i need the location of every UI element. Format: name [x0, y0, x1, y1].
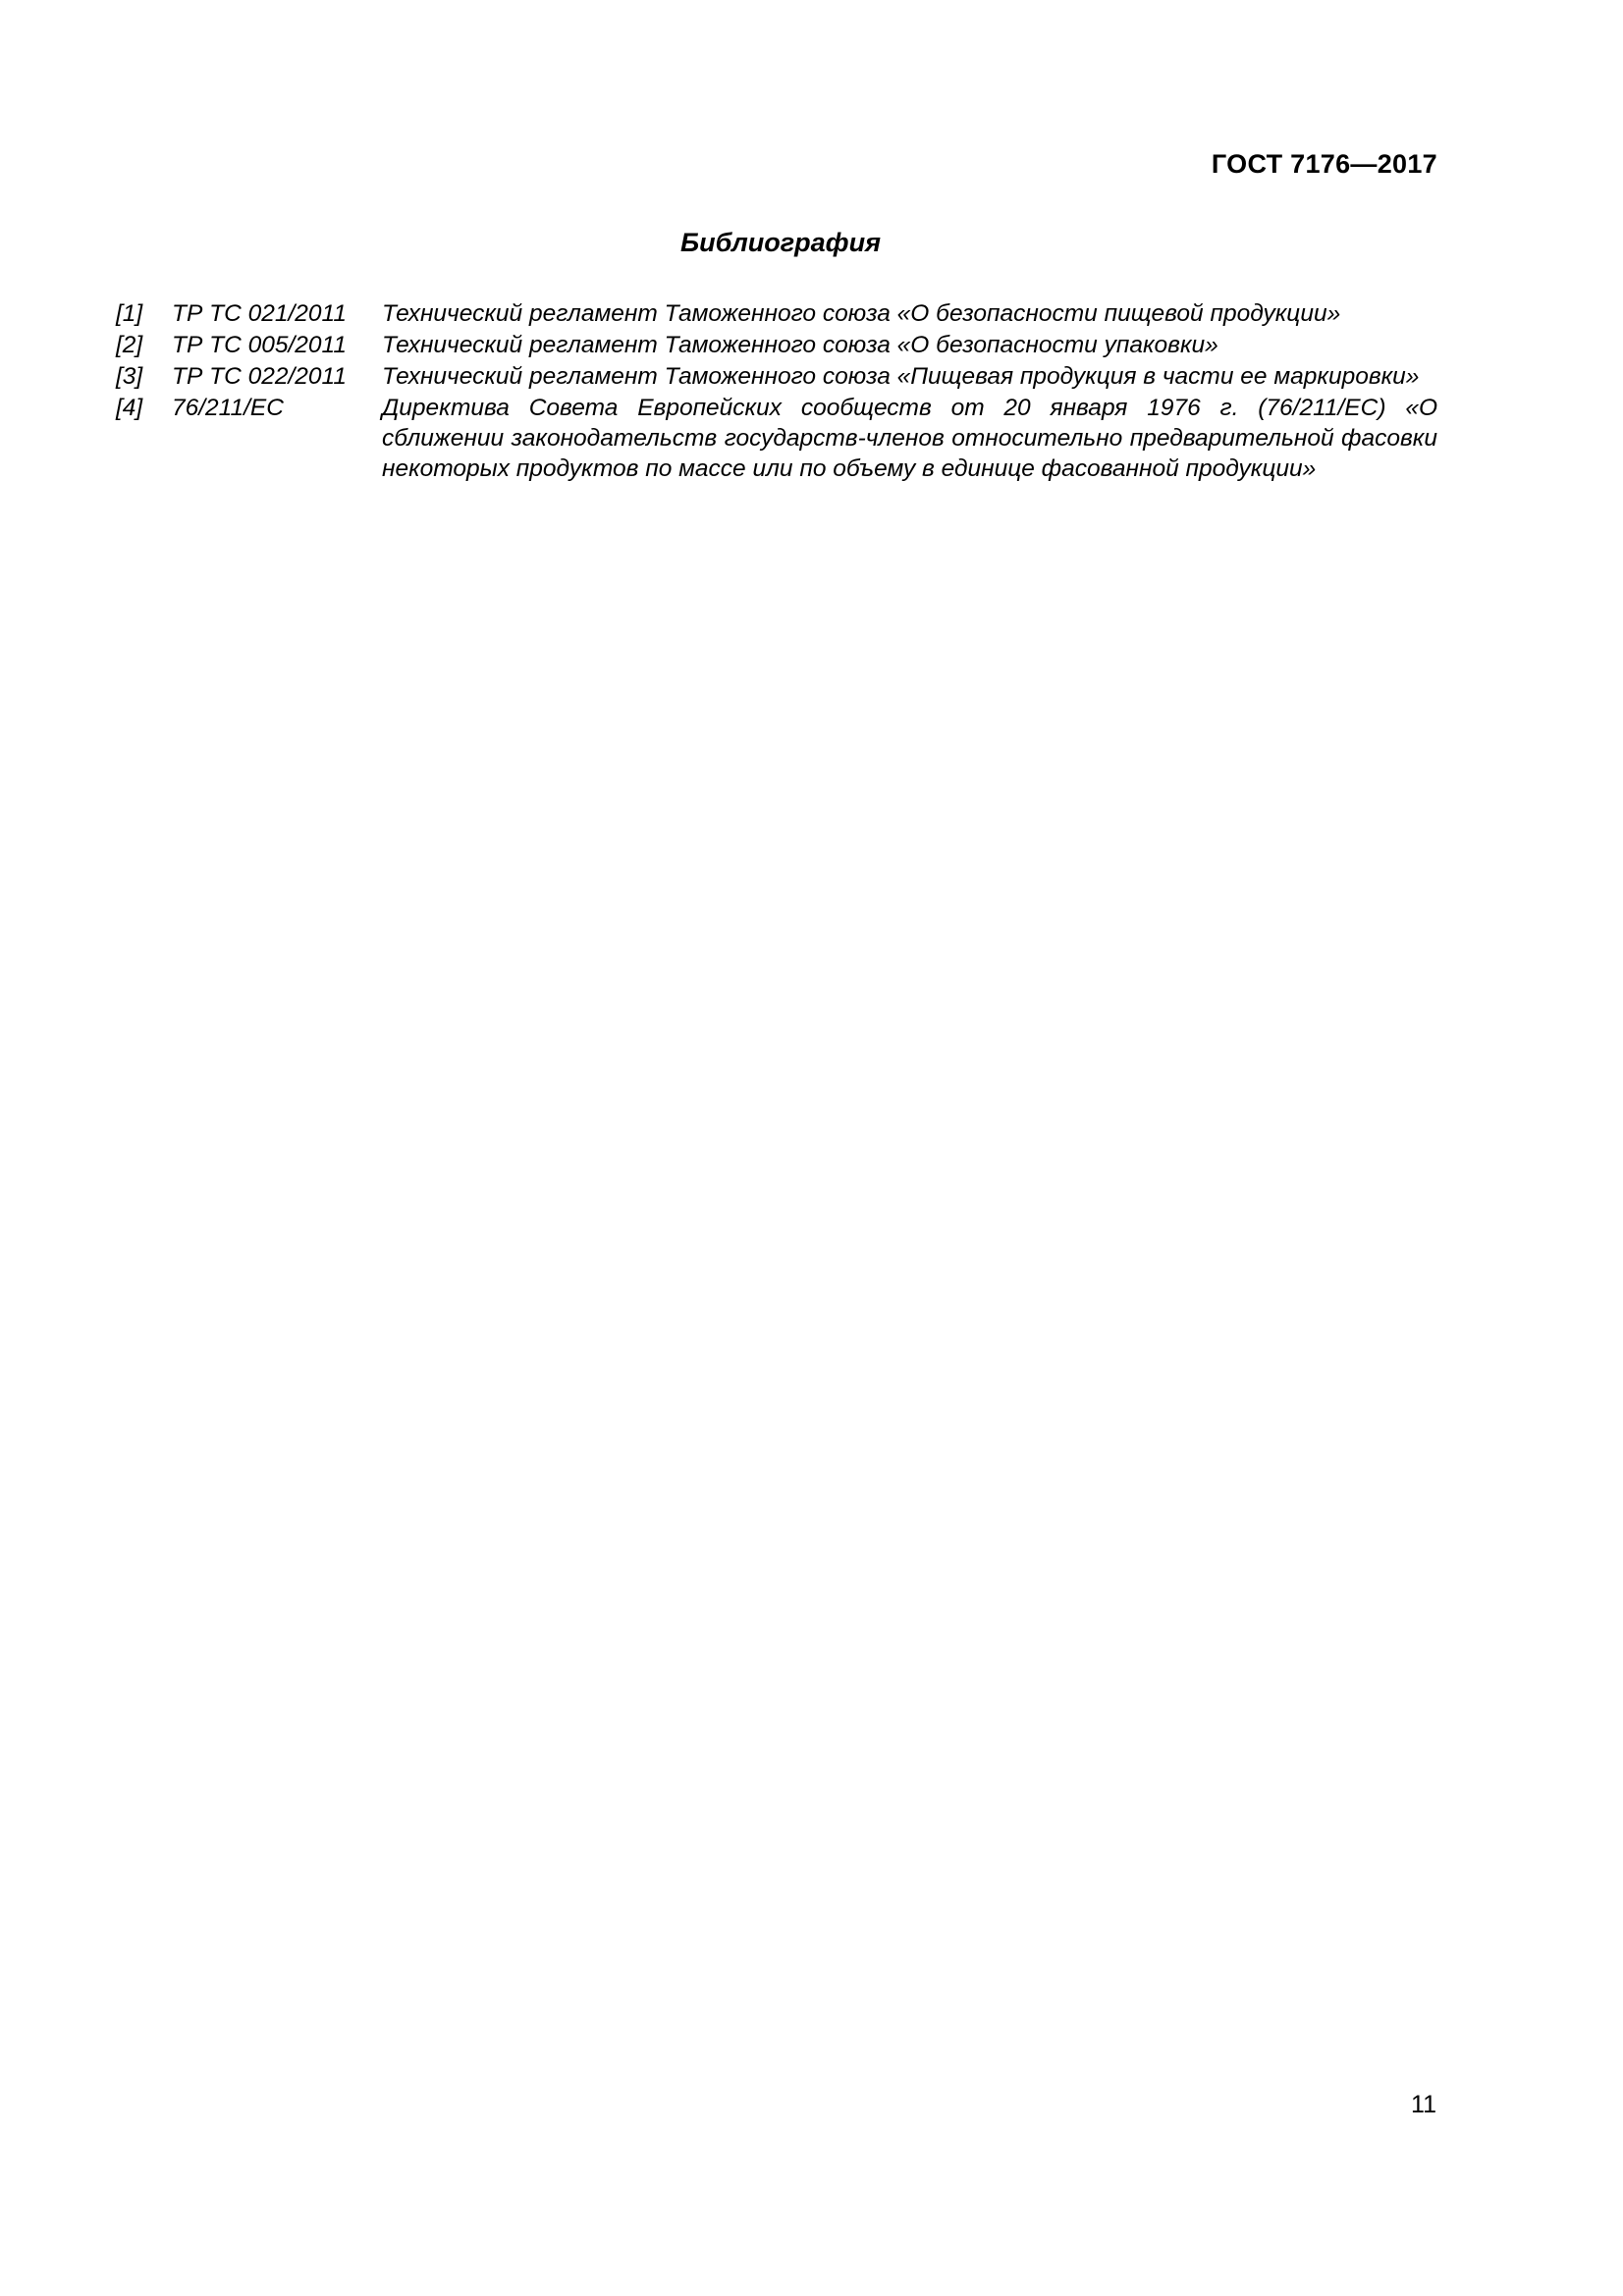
entry-reference: ТР ТС 022/2011	[172, 363, 347, 390]
entry-reference: 76/211/ЕС	[172, 395, 284, 421]
bibliography-entry	[116, 298, 1437, 329]
entry-reference: ТР ТС 021/2011	[172, 300, 347, 327]
entry-number: [3]	[116, 363, 143, 390]
page-number: 11	[1411, 2091, 1436, 2118]
section-title: Библиография	[680, 228, 881, 257]
entry-reference: ТР ТС 005/2011	[172, 332, 347, 358]
bibliography-list	[116, 298, 1437, 485]
bibliography-entry	[116, 330, 1437, 360]
entry-number: [2]	[116, 332, 143, 358]
document-code: ГОСТ 7176—2017	[1211, 149, 1437, 179]
entry-title: Технический регламент Таможенного союза «О безопасности упаковки»	[382, 332, 1218, 358]
entry-title: Технический регламент Таможенного союза «Пищевая продукция в части ее маркировки»	[382, 363, 1420, 390]
bibliography-entry	[116, 393, 1437, 484]
bibliography-entry	[116, 361, 1437, 392]
entry-number: [1]	[116, 300, 143, 327]
entry-title: Директива Совета Европейских сообществ от 20 января 1976 г. (76/211/ЕС) «О сближении законодательств государств-членов относительно предварительной фасовки некоторых продуктов по массе или по объему в единице фасованной продукции»	[382, 395, 1437, 482]
entry-number: [4]	[116, 395, 143, 421]
entry-title: Технический регламент Таможенного союза «О безопасности пищевой продукции»	[382, 300, 1341, 327]
